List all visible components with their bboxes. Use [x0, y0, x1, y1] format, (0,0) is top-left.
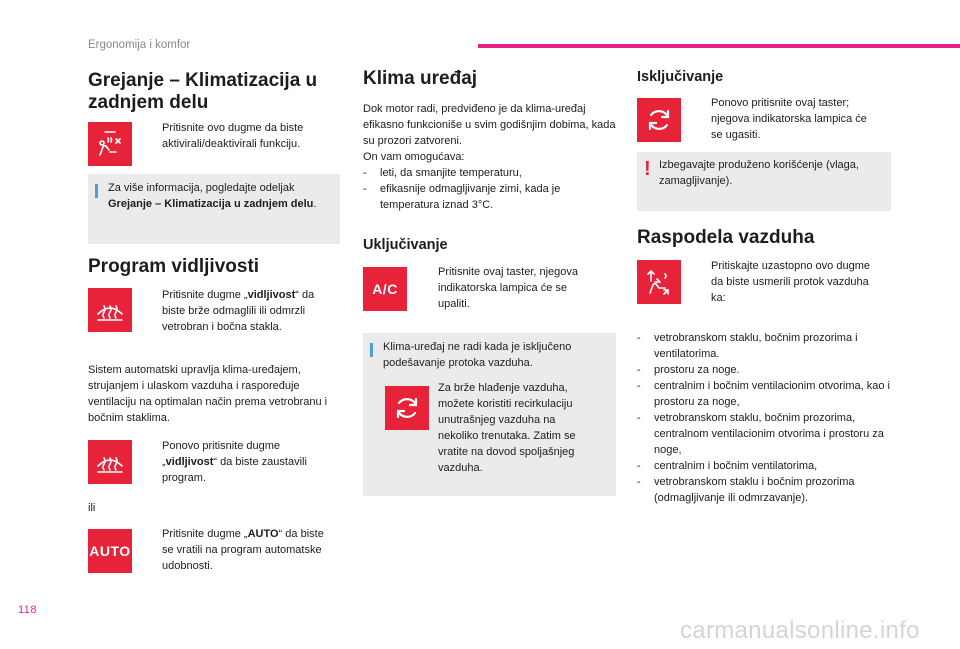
visibility-paragraph: Sistem automatski upravlja klima-uređajem, strujanjem i ulaskom vazduha i raspoređuje ventilaciju na optimalan način prema vetrobranu i bočnim staklima.: [88, 364, 328, 424]
info-stripe: [370, 343, 373, 357]
ac-on-bullet: Pritisnite ovaj taster, njegova indikatorska lampica će se upaliti.: [438, 266, 579, 310]
list-item: - efikasnije odmagljivanje zimi, kada je temperatura iznad 3°C.: [363, 181, 613, 213]
visibility-bullet-on: Pritisnite dugme „vidljivost“ da biste brže odmaglili ili odmrzli vetrobran i bočna stakla.: [162, 289, 315, 333]
or-text: ili: [88, 502, 96, 514]
warning-icon: !: [644, 158, 651, 180]
list-item: - vetrobranskom staklu, bočnim prozorima i ventilatorima.: [637, 330, 892, 362]
list-item: - leti, da smanjite temperaturu,: [363, 165, 613, 181]
windshield-defrost-icon-2: [88, 440, 132, 484]
watermark: carmanualsonline.info: [680, 617, 920, 644]
visibility-bullet-off: Ponovo pritisnite dugme „vidljivost“ da biste zaustavili program.: [162, 440, 307, 484]
air-distribution-title: Raspodela vazduha: [637, 227, 815, 248]
info-box-rear: [88, 174, 340, 244]
warning-text: Izbegavajte produženo korišćenje (vlaga, zamagljivanje).: [659, 159, 859, 187]
page-number: 118: [18, 604, 38, 616]
windshield-defrost-icon: [88, 288, 132, 332]
warning-box: [637, 152, 891, 211]
info-text-ac: Klima-uređaj ne radi kada je isključeno podešavanje protoka vazduha.: [383, 341, 572, 369]
list-item: - centralnim i bočnim ventilatorima,: [637, 458, 892, 474]
auto-icon: AUTO: [88, 529, 132, 573]
air-distribution-list: [637, 330, 892, 506]
air-distribution-icon: [637, 260, 681, 304]
switch-off-title: Isključivanje: [637, 69, 724, 85]
info-text-recirc: Za brže hlađenje vazduha, možete koristiti recirkulaciju unutrašnjeg vazduha na nekoliko trenutaka. Zatim se vratite na dovod spoljašnjeg vazduha.: [438, 382, 576, 474]
info-text-rear: Za više informacija, pogledajte odeljak Grejanje – Klimatizacija u zadnjem delu.: [108, 182, 317, 210]
list-item: - prostoru za noge.: [637, 362, 892, 378]
list-item: - vetrobranskom staklu i bočnim prozorima (odmagljivanje ili odmrzavanje).: [637, 474, 892, 506]
ac-title: Klima uređaj: [363, 68, 478, 89]
list-item: - vetrobranskom staklu, bočnim prozorima, centralnom ventilacionim otvorima i prostoru za noge,: [637, 410, 892, 458]
header-accent-bar: [478, 44, 960, 48]
ac-icon: A/C: [363, 267, 407, 311]
visibility-title: Program vidljivosti: [88, 256, 260, 277]
info-stripe: [95, 184, 98, 198]
rear-climate-title: Grejanje – Klimatizacija u zadnjem delu: [88, 70, 318, 113]
list-item: - centralnim i bočnim ventilacionim otvorima, kao i prostoru za noge,: [637, 378, 892, 410]
info-box-ac: [363, 333, 616, 496]
auto-bullet: Pritisnite dugme „AUTO“ da biste se vratili na program automatske udobnosti.: [162, 528, 324, 572]
ac-benefits-list: [363, 165, 613, 213]
ac-intro: Dok motor radi, predviđeno je da klima-uređaj efikasno funkcioniše u svim godišnjim dobima, kada su prozori zatvoreni. On vam omogućava:: [363, 103, 616, 163]
rear-climate-bullet: Pritisnite ovo dugme da biste aktivirali/deaktivirali funkciju.: [162, 122, 304, 150]
air-distribution-bullet: Pritiskajte uzastopno ovo dugme da biste usmerili protok vazduha ka:: [711, 260, 870, 304]
switch-on-title: Uključivanje: [363, 237, 448, 253]
rear-heat-icon: [88, 122, 132, 166]
section-header: Ergonomija i komfor: [88, 39, 191, 51]
recirculation-icon: [385, 386, 429, 430]
ac-off-bullet: Ponovo pritisnite ovaj taster; njegova indikatorska lampica će se ugasiti.: [711, 97, 867, 141]
recirculation-icon-off: [637, 98, 681, 142]
